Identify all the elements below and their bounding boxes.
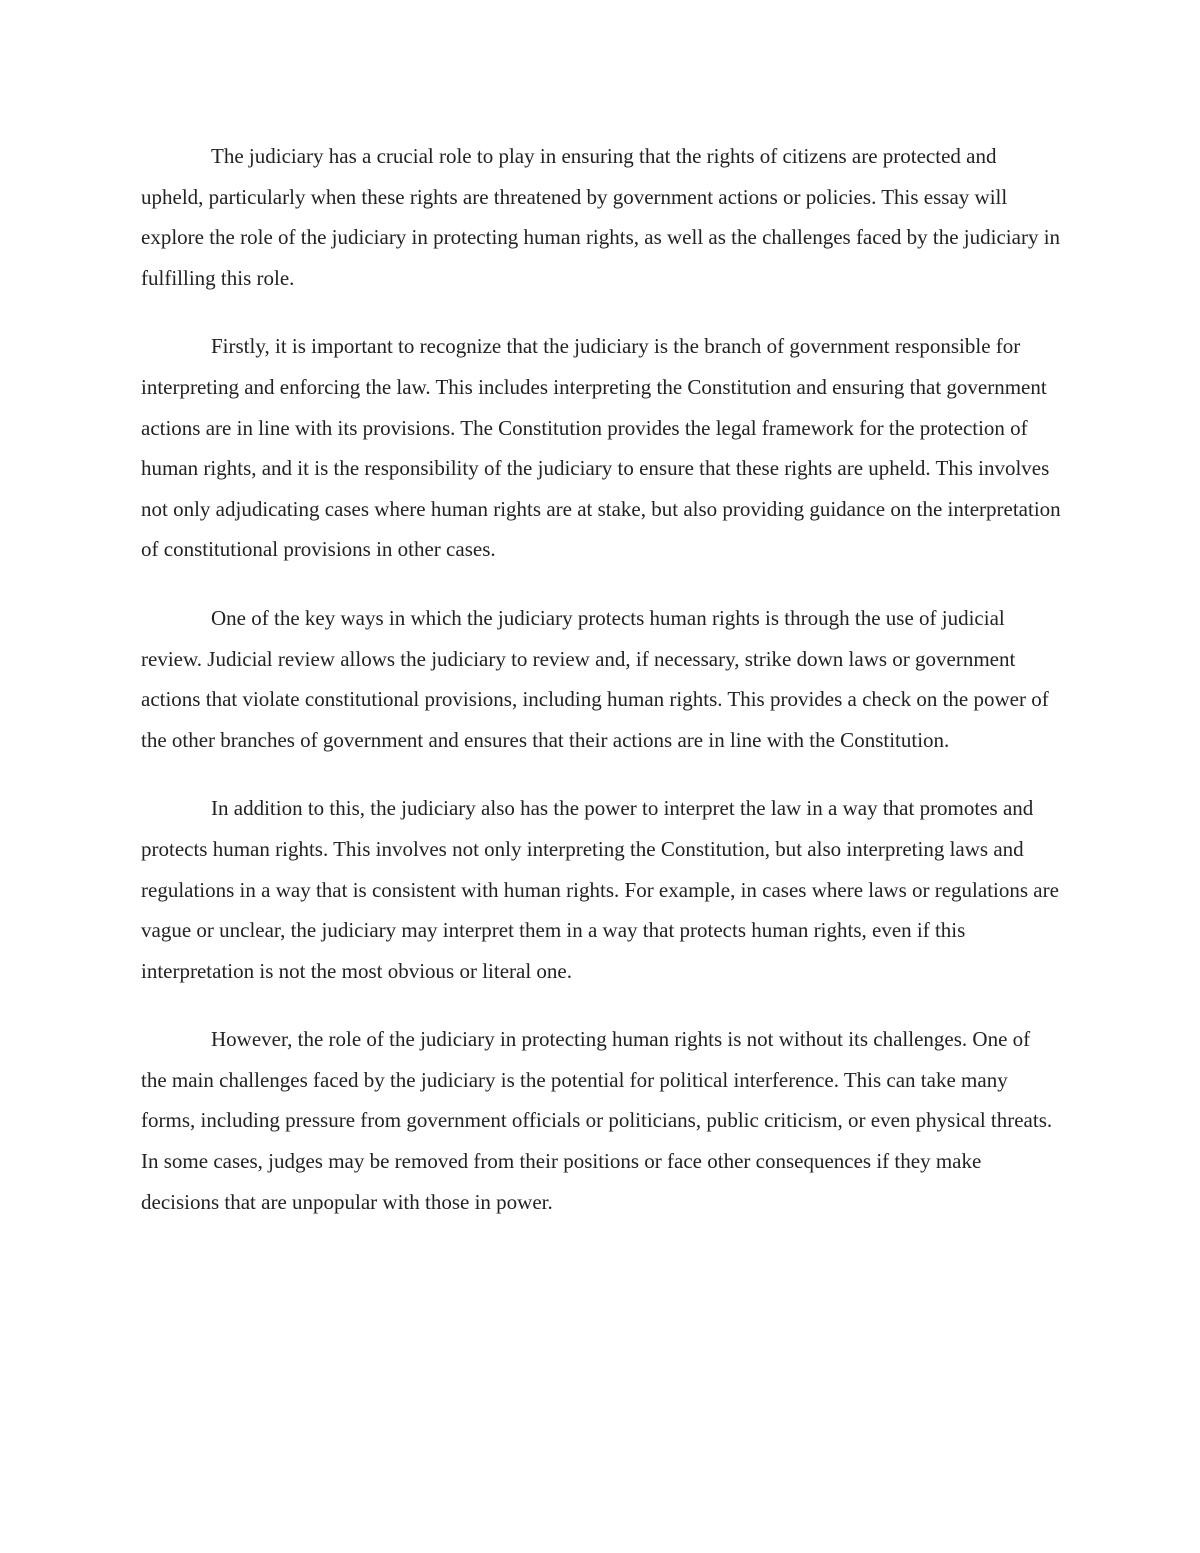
document-body: [141, 136, 1061, 1250]
paragraph-4: In addition to this, the judiciary also has the power to interpret the law in a way that promotes and protects human rights. This involves not only interpreting the Constitution, but also interpreting laws and regulations in a way that is consistent with human rights. For example, in cases where laws or regulations are vague or unclear, the judiciary may interpret them in a way that protects human rights, even if this interpretation is not the most obvious or literal one.: [141, 796, 1059, 983]
paragraph-1: The judiciary has a crucial role to play in ensuring that the rights of citizens are protected and upheld, particularly when these rights are threatened by government actions or policies. This essay will explore the role of the judiciary in protecting human rights, as well as the challenges faced by the judiciary in fulfilling this role.: [141, 144, 1061, 290]
paragraph-5: However, the role of the judiciary in protecting human rights is not without its challenges. One of the main challenges faced by the judiciary is the potential for political interference. This can take many forms, including pressure from government officials or politicians, public criticism, or even physical threats. In some cases, judges may be removed from their positions or face other consequences if they make decisions that are unpopular with those in power.: [141, 1027, 1053, 1214]
paragraph-2: Firstly, it is important to recognize that the judiciary is the branch of government responsible for interpreting and enforcing the law. This includes interpreting the Constitution and ensuring that government actions are in line with its provisions. The Constitution provides the legal framework for the protection of human rights, and it is the responsibility of the judiciary to ensure that these rights are upheld. This involves not only adjudicating cases where human rights are at stake, but also providing guidance on the interpretation of constitutional provisions in other cases.: [141, 334, 1061, 562]
paragraph-3: One of the key ways in which the judiciary protects human rights is through the use of judicial review. Judicial review allows the judiciary to review and, if necessary, strike down laws or government actions that violate constitutional provisions, including human rights. This provides a check on the power of the other branches of government and ensures that their actions are in line with the Constitution.: [141, 605, 1049, 752]
